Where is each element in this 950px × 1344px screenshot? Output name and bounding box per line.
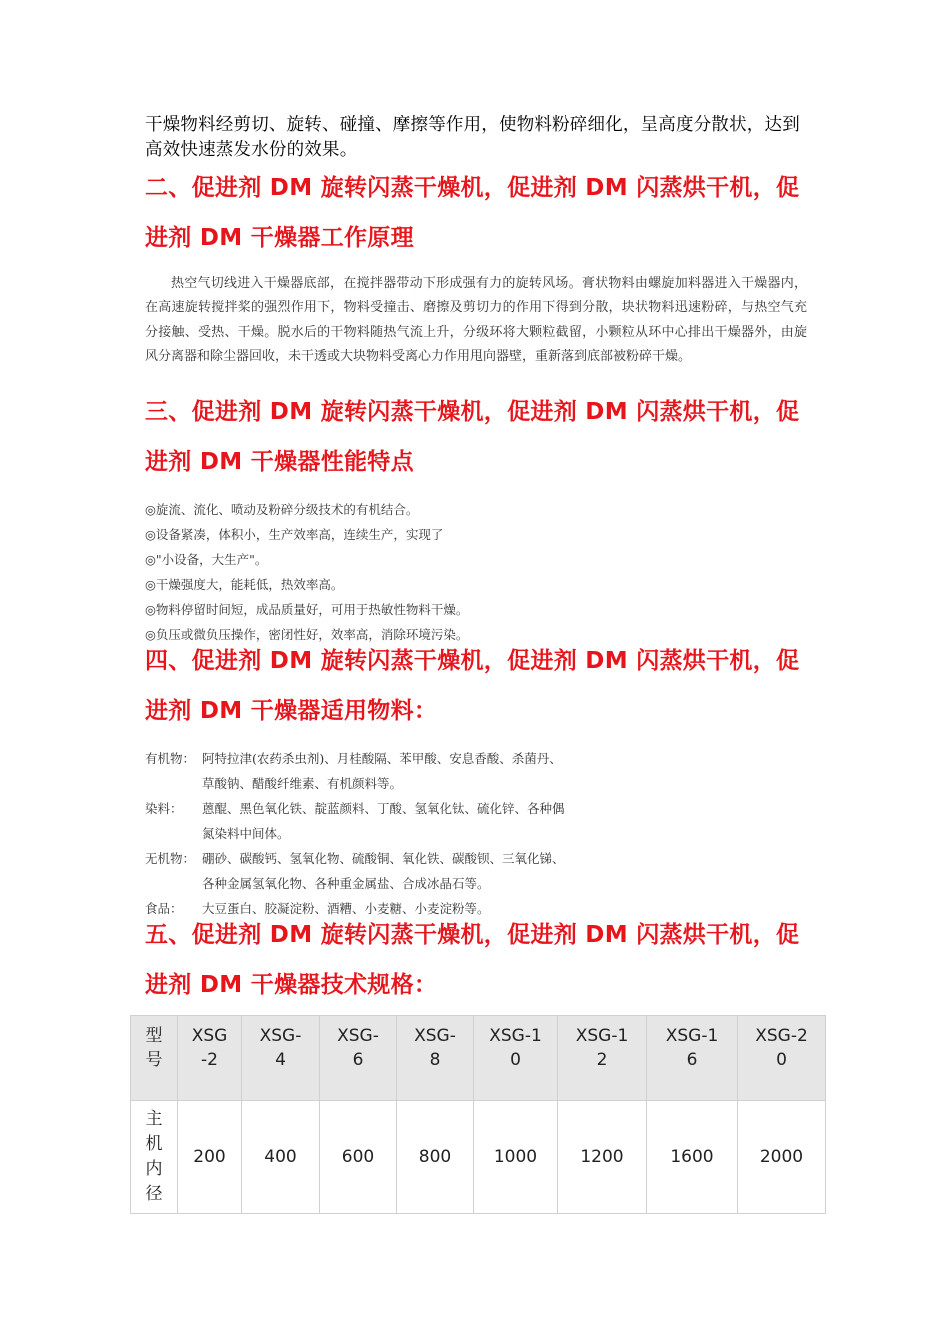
table-header-cell: XSG-12	[558, 1016, 647, 1101]
table-header-cell: XSG-16	[647, 1016, 738, 1101]
table-header-cell: XSG-8	[397, 1016, 474, 1101]
principle-paragraph: 热空气切线进入干燥器底部，在搅拌器带动下形成强有力的旋转风场。膏状物料由螺旋加料器进入干燥器内，在高速旋转搅拌桨的强烈作用下，物料受撞击、磨擦及剪切力的作用下得到分散，块状物料迅速粉碎，与热空气充分接触、受热、干燥。脱水后的干物料随热气流上升，分级环将大颗粒截留，小颗粒从环中心排出干燥器外，由旋风分离器和除尘器回收，未干透或大块物料受离心力作用甩向器壁，重新落到底部被粉碎干燥。	[145, 276, 807, 365]
table-cell: 1000	[474, 1101, 558, 1214]
material-line: 各种金属氢氧化物、各种重金属盐、合成冰晶石等。	[202, 876, 490, 891]
material-line: 草酸钠、醋酸纤维素、有机颜料等。	[202, 776, 403, 791]
table-cell: 2000	[738, 1101, 826, 1214]
material-label: 有机物：	[145, 751, 196, 766]
section-heading-materials: 四、促进剂 DM 旋转闪蒸干燥机，促进剂 DM 闪蒸烘干机，促进剂 DM 干燥器适用物料：	[145, 648, 800, 724]
table-header-row	[131, 1016, 826, 1101]
table-header-label: 型号	[131, 1016, 178, 1101]
table-cell: 200	[178, 1101, 242, 1214]
material-row-organic	[145, 746, 765, 796]
material-line: 氮染料中间体。	[202, 826, 290, 841]
material-line: 大豆蛋白、胶凝淀粉、酒糟、小麦糖、小麦淀粉等。	[202, 901, 490, 916]
table-header-cell: XSG-6	[320, 1016, 397, 1101]
table-cell: 1600	[647, 1101, 738, 1214]
material-line: 蒽醌、黑色氧化铁、靛蓝颜料、丁酸、氢氧化钛、硫化锌、各种偶	[202, 801, 565, 816]
features-list	[145, 497, 745, 647]
table-header-cell: XSG-10	[474, 1016, 558, 1101]
feature-item: ◎物料停留时间短，成品质量好，可用于热敏性物料干燥。	[145, 602, 469, 617]
table-header-cell: XSG-20	[738, 1016, 826, 1101]
material-row-dye	[145, 796, 765, 846]
section-heading-specs: 五、促进剂 DM 旋转闪蒸干燥机，促进剂 DM 闪蒸烘干机，促进剂 DM 干燥器技术规格：	[145, 922, 800, 998]
table-header-cell: XSG-2	[178, 1016, 242, 1101]
table-cell: 800	[397, 1101, 474, 1214]
intro-paragraph: 干燥物料经剪切、旋转、碰撞、摩擦等作用，使物料粉碎细化，呈高度分散状，达到高效快速蒸发水份的效果。	[145, 115, 800, 160]
spec-table	[130, 1015, 826, 1214]
material-label: 无机物：	[145, 851, 196, 866]
table-cell: 1200	[558, 1101, 647, 1214]
material-row-inorganic	[145, 846, 765, 896]
table-header-cell: XSG-4	[242, 1016, 320, 1101]
material-line: 硼砂、碳酸钙、氢氧化物、硫酸铜、氧化铁、碳酸钡、三氧化锑、	[202, 851, 565, 866]
section-heading-features: 三、促进剂 DM 旋转闪蒸干燥机，促进剂 DM 闪蒸烘干机，促进剂 DM 干燥器性能特点	[145, 399, 800, 475]
material-label: 染料：	[145, 801, 183, 816]
material-label: 食品：	[145, 901, 183, 916]
table-row	[131, 1101, 826, 1214]
feature-item: ◎负压或微负压操作，密闭性好，效率高，消除环境污染。	[145, 627, 469, 642]
feature-item: ◎旋流、流化、喷动及粉碎分级技术的有机结合。	[145, 502, 419, 517]
section-heading-principle: 二、促进剂 DM 旋转闪蒸干燥机，促进剂 DM 闪蒸烘干机，促进剂 DM 干燥器工作原理	[145, 175, 800, 251]
material-line: 阿特拉津(农药杀虫剂)、月桂酸隔、苯甲酸、安息香酸、杀菌丹、	[202, 751, 562, 766]
table-row-label: 主机内径	[131, 1101, 178, 1214]
materials-list	[145, 746, 765, 921]
table-cell: 600	[320, 1101, 397, 1214]
feature-item: ◎设备紧凑，体积小，生产效率高，连续生产，实现了	[145, 527, 444, 542]
table-cell: 400	[242, 1101, 320, 1214]
feature-item: ◎干燥强度大，能耗低，热效率高。	[145, 577, 344, 592]
feature-item: ◎"小设备，大生产"。	[145, 552, 268, 567]
